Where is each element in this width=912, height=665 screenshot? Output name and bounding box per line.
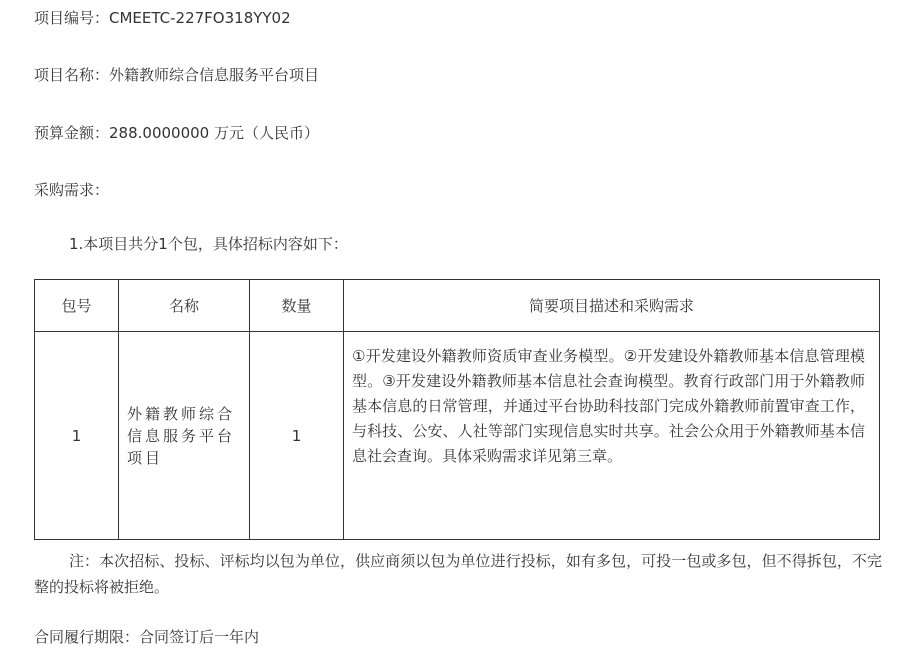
header-description: 简要项目描述和采购需求 [344, 280, 880, 332]
project-name: 项目名称：外籍教师综合信息服务平台项目 [34, 66, 320, 84]
table-header-row [35, 280, 880, 332]
table-row [35, 332, 880, 540]
cell-description: ①开发建设外籍教师资质审查业务模型。②开发建设外籍教师基本信息管理模型。③开发建设外籍教师基本信息社会查询模型。教育行政部门用于外籍教师基本信息的日常管理，并通过平台协助科技部门完成外籍教师前置审查工作，与科技、公安、人社等部门实现信息实时共享。社会公众用于外籍教师基本信息社会查询。具体采购需求详见第三章。 [344, 332, 880, 540]
project-number: 项目编号：CMEETC-227FO318YY02 [34, 9, 291, 27]
package-intro: 1.本项目共分1个包，具体招标内容如下： [69, 235, 348, 253]
cell-package-no: 1 [35, 332, 119, 540]
cell-name: 外籍教师综合信息服务平台项目 [119, 332, 250, 540]
package-table [34, 279, 880, 540]
requirements-label: 采购需求： [34, 181, 110, 199]
header-name: 名称 [119, 280, 250, 332]
bid-note: 注：本次招标、投标、评标均以包为单位，供应商须以包为单位进行投标，如有多包，可投一包或多包，但不得拆包，不完整的投标将被拒绝。 [34, 552, 882, 596]
header-quantity: 数量 [250, 280, 344, 332]
cell-quantity: 1 [250, 332, 344, 540]
budget-amount: 预算金额：288.0000000 万元（人民币） [34, 124, 319, 142]
contract-period: 合同履行期限：合同签订后一年内 [34, 628, 260, 646]
header-package-no: 包号 [35, 280, 119, 332]
